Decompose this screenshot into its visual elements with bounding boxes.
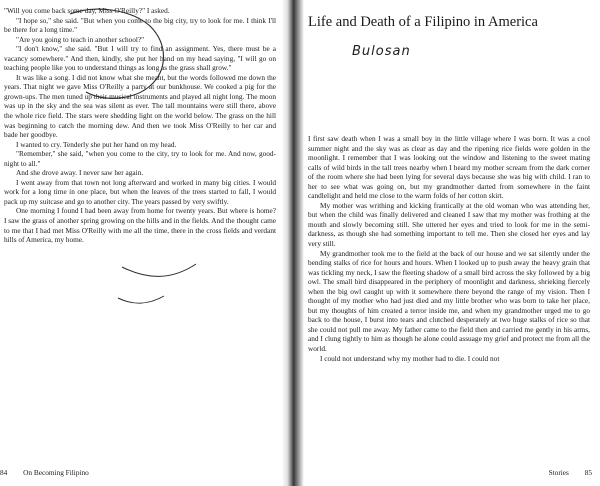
pen-underline-mark [122,264,196,276]
left-page-footer [0,468,200,477]
paragraph: "Are you going to teach in another school?" [16,34,145,44]
paragraph: "Remember," she said, "when you come to the city, try to look for me. And now, good-night to all." [4,149,276,168]
paragraph: "I don't know," she said. "But I will try to find an assignment. Yes, there must be a vacancy somewhere." And then, kindly, she put her hand on my head saying, "I will go on teaching people like you to understand things as long as the grass shall grow." [4,44,276,73]
right-page-text [308,134,590,363]
paragraph: One morning I found I had been away from home for twenty years. But where is home? I saw the grass of another spring growing on the hills and in the fields. And the thought came to me that I had met Miss O'Reilly with me all the time, there in the cross fields and verdant hills of America, my home. [4,206,276,245]
paragraph: "Will you come back some day, Miss O'Reilly?" I asked. [4,6,170,15]
pen-underline-mark [118,296,164,303]
handwritten-signature: Bulosan [352,44,411,59]
chapter-title: Life and Death of a Filipino in America [308,14,538,30]
right-page-number: 85 [584,468,592,477]
right-page-footer [500,468,592,477]
left-page-text [4,6,276,245]
paragraph: "I hope so," she said. "But when you come to the big city, try to look for me. I think I'll be there for a long time." [4,15,276,35]
paragraph: My grandmother took me to the field at the back of our house and we sat silently under the bending stalks of rice for hours and hours. When I looked up to push away the heavy grain that was tickling my neck, I saw the fleeting shadow of a small bird across the sky followed by a big owl. The small bird disappeared in the periphery of moonlight and darkness, shrieking fiercely when the big owl caught up with it somewhere there beyond the range of my vision. Then I thought of my mother who had just died and my little brother who was born to take her place, but my thoughts of him created a terror inside me, and when my grandmother urged me to go back to the house, I burst into tears and clutched desperately at two huge stalks of rice so that she could not pull me away. My father came to the field then and carried me gently in his arms, and I clung tightly to him as though he alone could assuage my grief and protect me from all the world. [308,248,590,354]
left-running-head: On Becoming Filipino [23,468,89,477]
paragraph: It was like a song. I did not know what she meant, but the words followed me down the years. That night we gave Miss O'Reilly a party at our bunkhouse. We cooked a pig for the grown-ups. The men tuned up their musical instruments and played all night long. The moon was up in the sky and the sea was silent as ever. The tall mountains were still there, above the whole rice field. The stars were shedding light on the world below. The grass on the hill was beginning to catch the morning dew. And then we took Miss O'Reilly to her car and bade her goodbye. [4,72,276,140]
paragraph: My mother was writhing and kicking frantically at the old woman who was attending her, but when the child was finally delivered and cleaned I saw that my mother was frothing at the mouth and slowly becoming still. She uttered her eyes and tried to look for me in the semi-darkness, as though she had something important to tell me. Then she closed her eyes and lay very still. [308,200,590,249]
right-running-head: Stories [548,468,569,477]
right-page [300,0,600,486]
left-page-number: 84 [0,468,8,477]
left-page [0,0,286,486]
paragraph: I wanted to cry. Tenderly she put her hand on my head. [16,139,177,149]
paragraph: I first saw death when I was a small boy in the little village where I was born. It was a cool summer night and the sky was as clear as day and the ripening rice fields were golden in the moonlight. I remember that I was looking out the window and listening to the sweet mating calls of wild birds in the tall trees nearby when I heard my mother scream from the dark corner of the room where she had been lying for several days because she was big with child. I ran to her to see what was going on, but my grandmother darted from somewhere in the faint candlelight and held me close to the warm folds of her cotton skirt. [308,134,590,201]
paragraph: And she drove away. I never saw her again. [16,168,144,178]
paragraph: I could not understand why my mother had to die. I could not [320,353,500,363]
paragraph: I went away from that town not long afterward and worked in many big cities. I would work for a long time in one place, but when the leaves of the trees started to fall, I would pack up my suitcase and go to another city. The years passed by very swiftly. [4,177,276,206]
